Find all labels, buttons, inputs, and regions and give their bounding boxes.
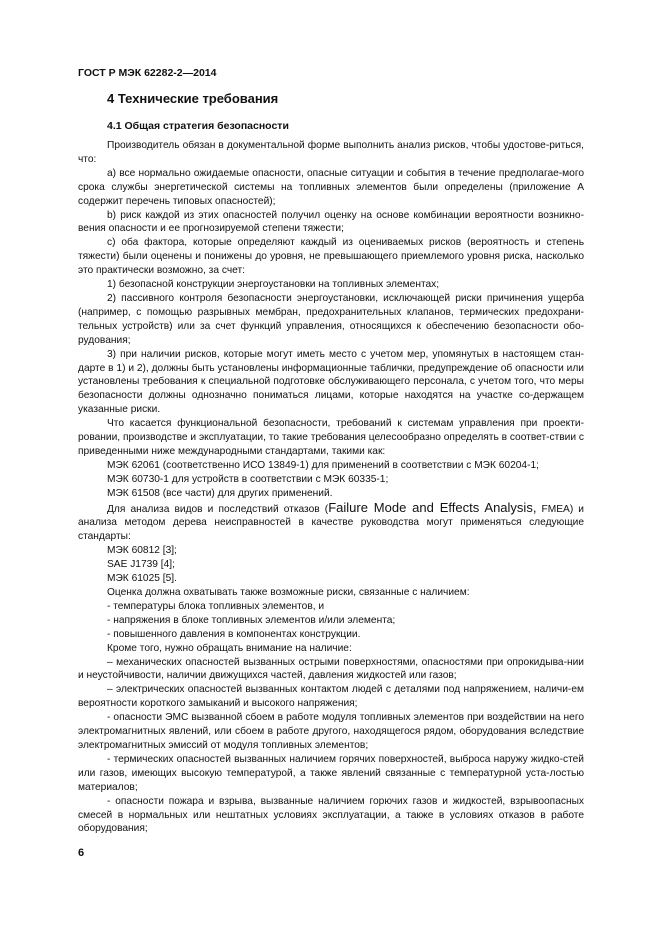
list-item: МЭК 60812 [3]; bbox=[107, 545, 177, 557]
standard-header: ГОСТ Р МЭК 62282-2—2014 bbox=[78, 67, 217, 79]
page-number: 6 bbox=[78, 847, 85, 859]
list-item: - температуры блока топливных элементов, и bbox=[107, 600, 325, 612]
list-item: 3) при наличии рисков, которые могут иметь место с учетом мер, упомянутых в настоящем стан-дарте в 1) и 2), должны быть установлены информационные таблички, предупреждение об опасности или установлены требования к специальной подготовке обслуживающего персонала, с учетом того, что меры безопасности должны однозначно пониматься лицами, которые находятся на участке со-держащем указанные риски. bbox=[78, 348, 584, 416]
section-title: 4 Технические требования bbox=[107, 91, 279, 106]
list-item: 2) пассивного контроля безопасности энергоустановки, исключающей риски причинения ущерба (например, с помощью разрывных мембран, предохранительных клапанов, термических предохрани-тельных устройств) или за счет функций управления, относящихся к обеспечению безопасности обо-рудования; bbox=[78, 292, 584, 346]
paragraph: Оценка должна охватывать также возможные риски, связанные с наличием: bbox=[107, 587, 470, 598]
list-item: a) все нормально ожидаемые опасности, опасные ситуации и события в течение предполагае-мого срока службы энергетической системы на топливных элементов были определены (приложение А содержит перечень типовых опасностей); bbox=[78, 167, 584, 207]
text-span: Для анализа видов и последствий отказов ( bbox=[107, 503, 329, 515]
list-item: - опасности ЭМС вызванной сбоем в работе модуля топливных элементов при воздействии на него электромагнитных явлений, или сбоем в работе другого, находящегося рядом, оборудования вследствие электромагнитных эмиссий от модуля топливных элементов; bbox=[78, 712, 584, 751]
list-item: МЭК 61025 [5]. bbox=[107, 573, 177, 585]
paragraph: Кроме того, нужно обращать внимание на наличие: bbox=[107, 642, 352, 654]
list-item: - термических опасностей вызванных наличием горячих поверхностей, выброса наружу жидко-стей или газов, имеющих высокую температурой, а также явлений связанные с температурной уста-лостью материалов; bbox=[78, 753, 584, 793]
list-item: c) оба фактора, которые определяют каждый из оцениваемых рисков (вероятность и степень тяжести) были оценены и понижены до уровня, не превышающего приемлемого уровня риска, насколько это практически возможно, за счет: bbox=[78, 237, 584, 277]
list-item: b) риск каждой из этих опасностей получил оценку на основе комбинации вероятности возникно-вения опасности и ее прогнозируемой степени тяжести; bbox=[78, 209, 584, 235]
paragraph: Что касается функциональной безопасности, требований к системам управления при проекти-ровании, производстве и эксплуатации, то такие требования целесообразно определять в соответ-ствии с приведенными ниже международными стандартами, такими как: bbox=[78, 418, 584, 457]
list-item: МЭК 62061 (соответственно ИСО 13849-1) для применений в соответствии с МЭК 60204-1; bbox=[107, 459, 539, 471]
list-item: - напряжения в блоке топливных элементов и/или элемента; bbox=[107, 614, 396, 626]
list-item: SAE J1739 [4]; bbox=[107, 559, 175, 571]
list-item: – электрических опасностей вызванных контактом людей с деталями под напряжением, наличи-ем вероятности короткого замыканий и высокого напряжения; bbox=[78, 684, 584, 710]
list-item: – механических опасностей вызванных острыми поверхностями, опасностями при опрокидыва-нии и неустойчивости, наличии движущихся частей, давления жидкостей или газов; bbox=[78, 656, 584, 682]
text-span: FMEA) и анализа методом дерева неисправностей в качестве руководства могут применяться следующие стандарты: bbox=[78, 503, 585, 543]
subsection-title: 4.1 Общая стратегия безопасности bbox=[107, 120, 289, 132]
list-item: МЭК 60730-1 для устройств в соответствии с МЭК 60335-1; bbox=[107, 473, 389, 485]
list-item: МЭК 61508 (все части) для других применений. bbox=[107, 487, 333, 499]
paragraph bbox=[78, 501, 584, 545]
list-item: - опасности пожара и взрыва, вызванные наличием горючих газов и жидкостей, взрывоопасных смесей в нормальных или нештатных условиях эксплуатации, а также в условиях отказов в работе оборудования; bbox=[78, 795, 584, 835]
list-item: - повышенного давления в компонентах конструкции. bbox=[107, 628, 361, 640]
list-item: 1) безопасной конструкции энергоустановки на топливных элементах; bbox=[107, 279, 440, 291]
paragraph: Производитель обязан в документальной форме выполнить анализ рисков, чтобы удостове-риться, что: bbox=[78, 140, 584, 165]
body-text bbox=[78, 139, 584, 836]
text-span: Failure Mode and Effects Analysis, bbox=[328, 499, 537, 515]
